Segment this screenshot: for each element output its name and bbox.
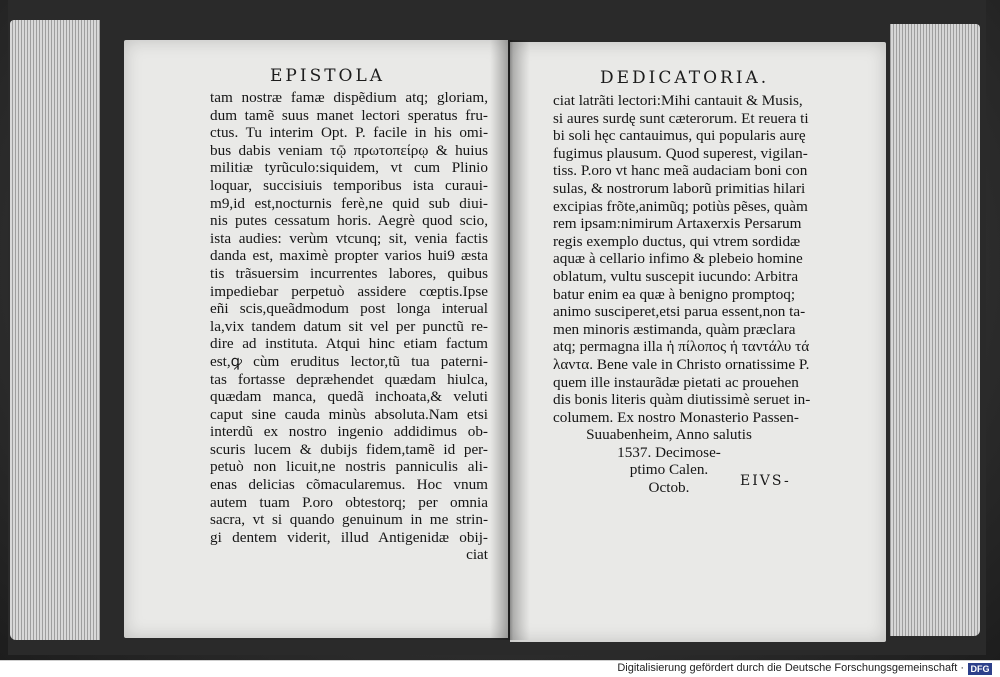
text-line: m9,id est,nocturnis ferè,ne quid sub diui-	[210, 194, 488, 212]
text-line: ciat latrãti lectori:Mihi cantauit & Musis,	[553, 92, 803, 109]
text-line: tas fortasse depræhendet quædam hiulca,	[210, 370, 488, 388]
text-line: aquæ à cellario infimo & plebeio homine	[553, 250, 803, 268]
text-line: tam nostræ famæ dispẽdium atq; gloriam,	[210, 89, 488, 106]
text-line: tis trãsuersim incurrentes labores, quibus	[210, 264, 488, 282]
text-line: caput sine cauda minùs absoluta.Nam etsi	[210, 405, 488, 423]
text-line: danda est, maximè propter varios hui9 æsta	[210, 247, 488, 265]
text-line: Suuabenheim, Anno salutis	[586, 426, 752, 444]
page-edges-left	[10, 20, 100, 640]
book-gutter	[490, 40, 530, 640]
text-line: columem. Ex nostro Monasterio Passen-	[553, 408, 799, 426]
text-line: λαντα. Bene vale in Christo ornatissime P.	[553, 355, 810, 373]
page-edges-right	[890, 24, 980, 636]
text-line: gi dentem viderit, illud Antigenidæ obij-	[210, 528, 488, 546]
text-line: est,ꝙ cùm eruditus lector,tũ tua paterni-	[210, 352, 488, 370]
text-line: interdũ ex nostro ingenio addidimus ob-	[210, 423, 488, 441]
text-line: eñi scis,queãdmodum post longa interual	[210, 300, 488, 318]
text-line: nis putes cessatum horis. Aegrè quod scio,	[210, 212, 488, 230]
text-line: petuò non licuit,ne nostris panniculis ali-	[210, 458, 488, 476]
text-line: dire ad instituta. Atqui hinc etiam factum	[210, 335, 488, 353]
text-line: bus dabis veniam τῷ πρωτοπείρῳ & huius	[210, 141, 488, 159]
text-line: dum tamẽ suus manet lectori speratus fru-	[210, 106, 488, 124]
text-line: ista audies: verùm vtcunq; sit, venia factis	[210, 229, 488, 247]
text-line: sulas, & nostrorum laborũ primitias hilari	[553, 179, 806, 197]
text-line: ciat	[466, 546, 488, 564]
text-line: rem ipsam:nimirum Artaxerxis Persarum	[553, 215, 802, 233]
right-running-head: DEDICATORIA.	[600, 68, 770, 88]
text-line: autem tuam P.oro obtestorq; per omnia	[210, 493, 488, 511]
text-line: bi soli hęc cantauimus, qui popularis aurę	[553, 127, 806, 145]
text-line: quem ille instaurãdæ pietati ac prouehen	[553, 373, 799, 391]
text-line: la,vix tandem datum sit vel per punctũ re-	[210, 317, 488, 335]
funding-credit: Digitalisierung gefördert durch die Deutsche Forschungsgemeinschaft ·	[617, 662, 964, 674]
text-line: si aures surdę sunt cæterorum. Et reuera ti	[553, 109, 809, 127]
footer-bar	[0, 660, 1000, 677]
text-line: enas delicias cõmacularemus. Hoc vnum	[210, 476, 488, 494]
text-line: excipias frõte,animũq; potiùs pẽses, quàm	[553, 197, 808, 215]
text-line: sacra, vt si quando genuinum in me strin-	[210, 511, 488, 529]
text-line: impediebar perpetuò assidere cœptis.Ipse	[210, 282, 488, 300]
left-running-head: EPISTOLA	[270, 66, 386, 86]
text-line: Octob.	[648, 479, 690, 497]
text-line: fugimus plausum. Quod superest, vigilan-	[553, 144, 808, 162]
text-line: regis exemplo ductus, qui vtrem sordidæ	[553, 232, 801, 250]
text-line: ctus. Tu interim Opt. P. facile in his omi-	[210, 124, 488, 142]
text-line: batur enim ea quæ à benigno promptoq;	[553, 285, 796, 303]
text-line: loquar, succisiuis temporibus ista curaui-	[210, 176, 488, 194]
text-line: militiæ tyrũculo:siquidem, vt cum Plinio	[210, 159, 488, 177]
text-line: atq; permagna illa ἡ πίλοπος ἡ ταντάλυ τά	[553, 338, 810, 356]
text-line: dis bonis literis quàm diutissimè seruet in-	[553, 391, 811, 409]
text-line: 1537. Decimose-	[617, 443, 721, 461]
right-page-text	[553, 92, 811, 497]
text-line: animo susciperet,etsi parua essent,non ta-	[553, 303, 806, 321]
dfg-logo-icon: DFG	[968, 663, 992, 675]
text-line: quædam manca, quedã inchoata,& veluti	[210, 388, 488, 406]
text-line: men minoris æstimanda, quàm præclara	[553, 320, 796, 338]
text-line: oblatum, vultu suscepit iucundo: Arbitra	[553, 267, 799, 285]
catchword: EIVS-	[740, 473, 791, 489]
text-line: scuris lucem & dubijs fidem,tamẽ id per-	[210, 440, 488, 458]
text-line: tiss. P.oro vt hanc meã audaciam boni con	[553, 162, 808, 180]
left-page-text	[210, 89, 488, 564]
text-line: ptimo Calen.	[629, 461, 709, 479]
